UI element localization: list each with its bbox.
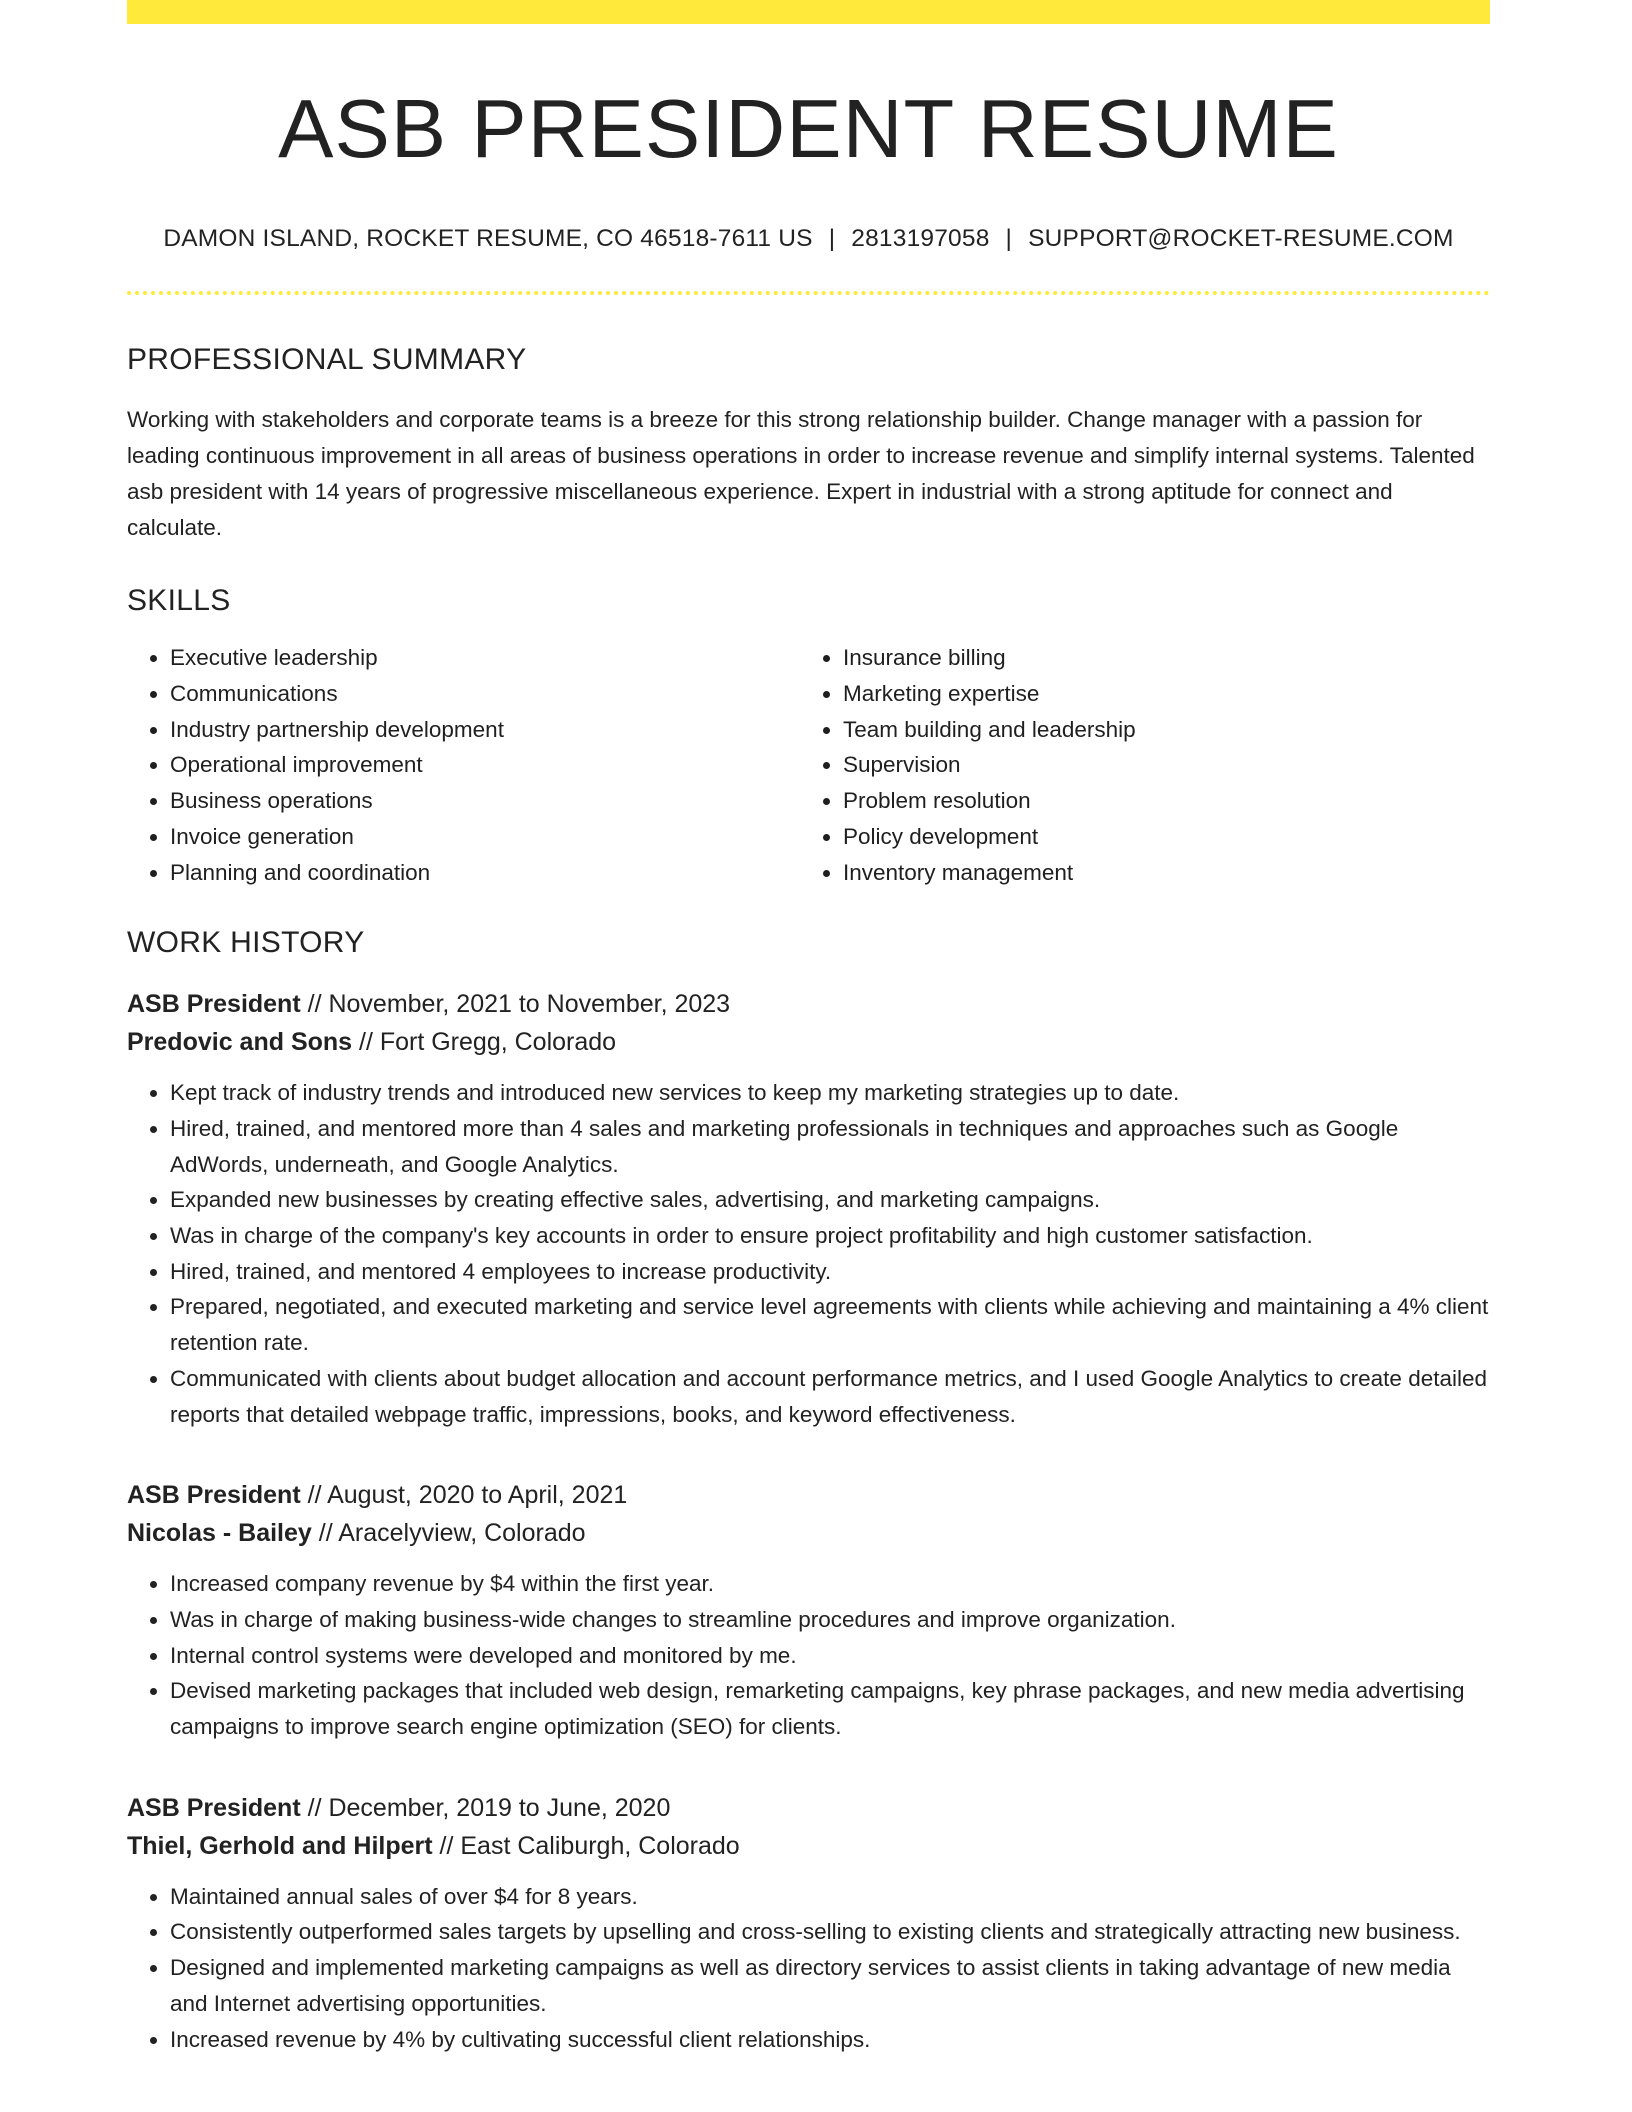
job-company-line (127, 1514, 1490, 1552)
job-entry (127, 1476, 1490, 1745)
job-bullet: • Kept track of industry trends and introduced new services to keep my marketing strategies up to date. (170, 1075, 1490, 1111)
job-bullets (127, 1879, 1490, 2058)
job-bullet: • Internal control systems were developed and monitored by me. (170, 1638, 1490, 1674)
skill-item: • Problem resolution (843, 783, 1473, 819)
summary-heading: PROFESSIONAL SUMMARY (127, 343, 527, 377)
job-bullet: • Designed and implemented marketing campaigns as well as directory services to assist clients in taking advantage of new media and Internet advertising opportunities. (170, 1950, 1490, 2021)
job-bullet: • Consistently outperformed sales targets by upselling and cross-selling to existing clients and strategically attracting new business. (170, 1914, 1490, 1950)
job-title: ASB President (127, 990, 301, 1019)
skills-list-left (127, 640, 800, 890)
contact-separator: | (828, 225, 836, 253)
top-accent-bar (127, 0, 1490, 24)
skill-item: • Communications (170, 676, 800, 712)
job-dates: // August, 2020 to April, 2021 (300, 1481, 628, 1510)
job-location: // East Caliburgh, Colorado (432, 1831, 740, 1860)
job-bullet: • Prepared, negotiated, and executed marketing and service level agreements with clients while achieving and maintaining a 4% client retention rate. (170, 1289, 1490, 1360)
skill-item: • Invoice generation (170, 819, 800, 855)
job-title: ASB President (127, 1481, 301, 1510)
skill-item: • Executive leadership (170, 640, 800, 676)
skill-item: • Supervision (843, 747, 1473, 783)
job-bullet: • Increased company revenue by $4 within the first year. (170, 1566, 1490, 1602)
job-title: ASB President (127, 1793, 301, 1822)
job-dates: // November, 2021 to November, 2023 (300, 990, 731, 1019)
job-bullet: • Hired, trained, and mentored 4 employees to increase productivity. (170, 1254, 1490, 1290)
skill-item: • Inventory management (843, 855, 1473, 891)
job-bullet: • Expanded new businesses by creating effective sales, advertising, and marketing campaigns. (170, 1182, 1490, 1218)
job-bullet: • Devised marketing packages that included web design, remarketing campaigns, key phrase packages, and new media advertising campaigns to improve search engine optimization (SEO) for clients. (170, 1673, 1490, 1744)
job-bullet: • Was in charge of making business-wide changes to streamline procedures and improve organization. (170, 1602, 1490, 1638)
skills-heading: SKILLS (127, 584, 231, 618)
skill-item: • Business operations (170, 783, 800, 819)
work-history-heading: WORK HISTORY (127, 926, 365, 960)
contact-email: SUPPORT@ROCKET-RESUME.COM (1028, 225, 1454, 253)
skill-item: • Marketing expertise (843, 676, 1473, 712)
contact-line (127, 225, 1490, 253)
job-bullet: • Was in charge of the company's key accounts in order to ensure project profitability and high customer satisfaction. (170, 1218, 1490, 1254)
job-entry (127, 985, 1490, 1432)
job-location: // Fort Gregg, Colorado (352, 1028, 617, 1057)
skill-item: • Planning and coordination (170, 855, 800, 891)
skill-item: • Policy development (843, 819, 1473, 855)
skill-item: • Industry partnership development (170, 712, 800, 748)
job-bullets (127, 1566, 1490, 1745)
skills-columns (127, 640, 1490, 890)
job-company: Predovic and Sons (127, 1028, 353, 1057)
job-bullet: • Increased revenue by 4% by cultivating successful client relationships. (170, 2022, 1490, 2058)
job-company: Nicolas - Bailey (127, 1519, 312, 1548)
job-title-line (127, 1476, 1490, 1514)
job-title-line (127, 1789, 1490, 1827)
skill-item: • Operational improvement (170, 747, 800, 783)
contact-phone: 2813197058 (851, 225, 990, 253)
contact-address: DAMON ISLAND, ROCKET RESUME, CO 46518-7611 US (163, 225, 813, 253)
summary-text: Working with stakeholders and corporate teams is a breeze for this strong relationship builder. Change manager with a passion for leading continuous improvement in all areas of business operations in order to increase revenue and simplify internal systems. Talented asb president with 14 years of progressive miscellaneous experience. Expert in industrial with a strong aptitude for connect and calculate. (127, 407, 1475, 541)
job-title-line (127, 985, 1490, 1023)
skills-list-right (800, 640, 1473, 890)
contact-separator: | (1005, 225, 1013, 253)
resume-page (127, 0, 1490, 2057)
skill-item: • Team building and leadership (843, 712, 1473, 748)
job-bullets (127, 1075, 1490, 1432)
job-entry (127, 1789, 1490, 2058)
resume-title: ASB PRESIDENT RESUME (278, 82, 1339, 175)
job-bullet: • Communicated with clients about budget allocation and account performance metrics, and I used Google Analytics to create detailed reports that detailed webpage traffic, impressions, books, and keyword effectiveness. (170, 1361, 1490, 1432)
skill-item: • Insurance billing (843, 640, 1473, 676)
job-company-line (127, 1023, 1490, 1061)
job-location: // Aracelyview, Colorado (311, 1519, 586, 1548)
job-bullet: • Maintained annual sales of over $4 for 8 years. (170, 1879, 1490, 1915)
job-dates: // December, 2019 to June, 2020 (300, 1793, 671, 1822)
job-company: Thiel, Gerhold and Hilpert (127, 1831, 433, 1860)
job-bullet: • Hired, trained, and mentored more than 4 sales and marketing professionals in techniques and approaches such as Google AdWords, underneath, and Google Analytics. (170, 1111, 1490, 1182)
job-company-line (127, 1827, 1490, 1865)
dotted-divider (127, 291, 1490, 295)
